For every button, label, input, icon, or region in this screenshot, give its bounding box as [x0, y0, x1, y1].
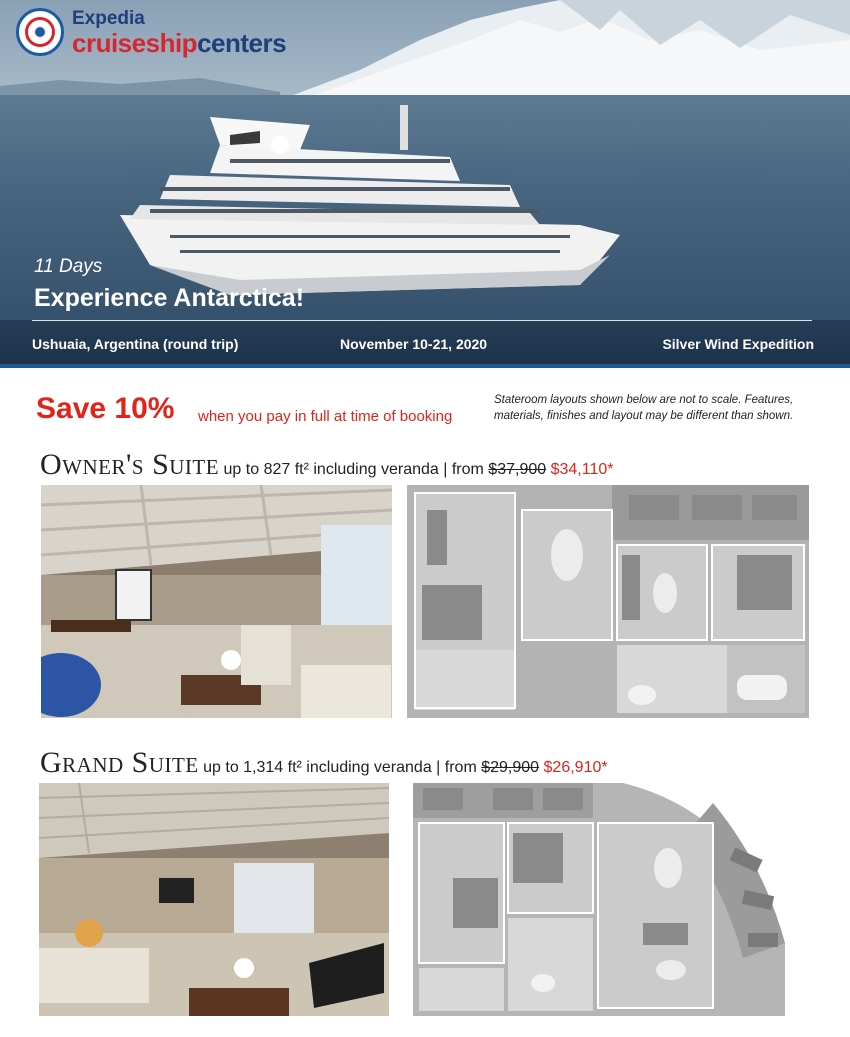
- grand-suite-heading: [40, 746, 608, 780]
- logo-text-cruise: cruise: [72, 28, 146, 58]
- grand-suite-photo: [39, 783, 389, 1016]
- hero-divider: [32, 320, 812, 321]
- brand-logo[interactable]: [16, 6, 306, 58]
- suite-size: up to 827 ft² including veranda | from: [223, 461, 484, 478]
- promo-subtext: when you pay in full at time of booking: [198, 408, 453, 425]
- owners-suite-photo: [41, 485, 392, 718]
- logo-text-expedia: Expedia: [72, 8, 145, 29]
- hero-bottom-stripe: [0, 364, 850, 368]
- logo-text-ship: ship: [145, 28, 198, 58]
- promo-headline: Save 10%: [36, 392, 175, 425]
- owners-suite-floorplan: [407, 485, 809, 718]
- suite-old-price: $29,900: [481, 759, 540, 776]
- suite-old-price: $37,900: [488, 461, 547, 478]
- trip-title: Experience Antarctica!: [34, 284, 305, 312]
- suite-new-price: $34,110*: [550, 461, 614, 478]
- departure-port: Ushuaia, Argentina (round trip): [32, 336, 239, 352]
- grand-suite-floorplan: [413, 783, 785, 1016]
- suite-name: Owner's Suite: [40, 448, 220, 481]
- ship-name: Silver Wind Expedition: [662, 336, 814, 352]
- hero-banner: [0, 0, 850, 368]
- logo-text-centers: centers: [197, 28, 287, 58]
- logo-text-cruiseshipcenters: [72, 28, 286, 59]
- layout-disclaimer: Stateroom layouts shown below are not to scale. Features, materials, finishes and layout may be different than shown.: [494, 394, 794, 422]
- trip-dates: November 10-21, 2020: [340, 336, 488, 352]
- cruise-ship-image: [110, 95, 630, 305]
- suite-new-price: $26,910*: [543, 759, 608, 776]
- suite-size: up to 1,314 ft² including veranda | from: [203, 759, 477, 776]
- trip-duration: 11 Days: [34, 256, 103, 277]
- compass-icon: [16, 8, 64, 56]
- owners-suite-heading: [40, 448, 613, 482]
- suite-name: Grand Suite: [40, 746, 199, 779]
